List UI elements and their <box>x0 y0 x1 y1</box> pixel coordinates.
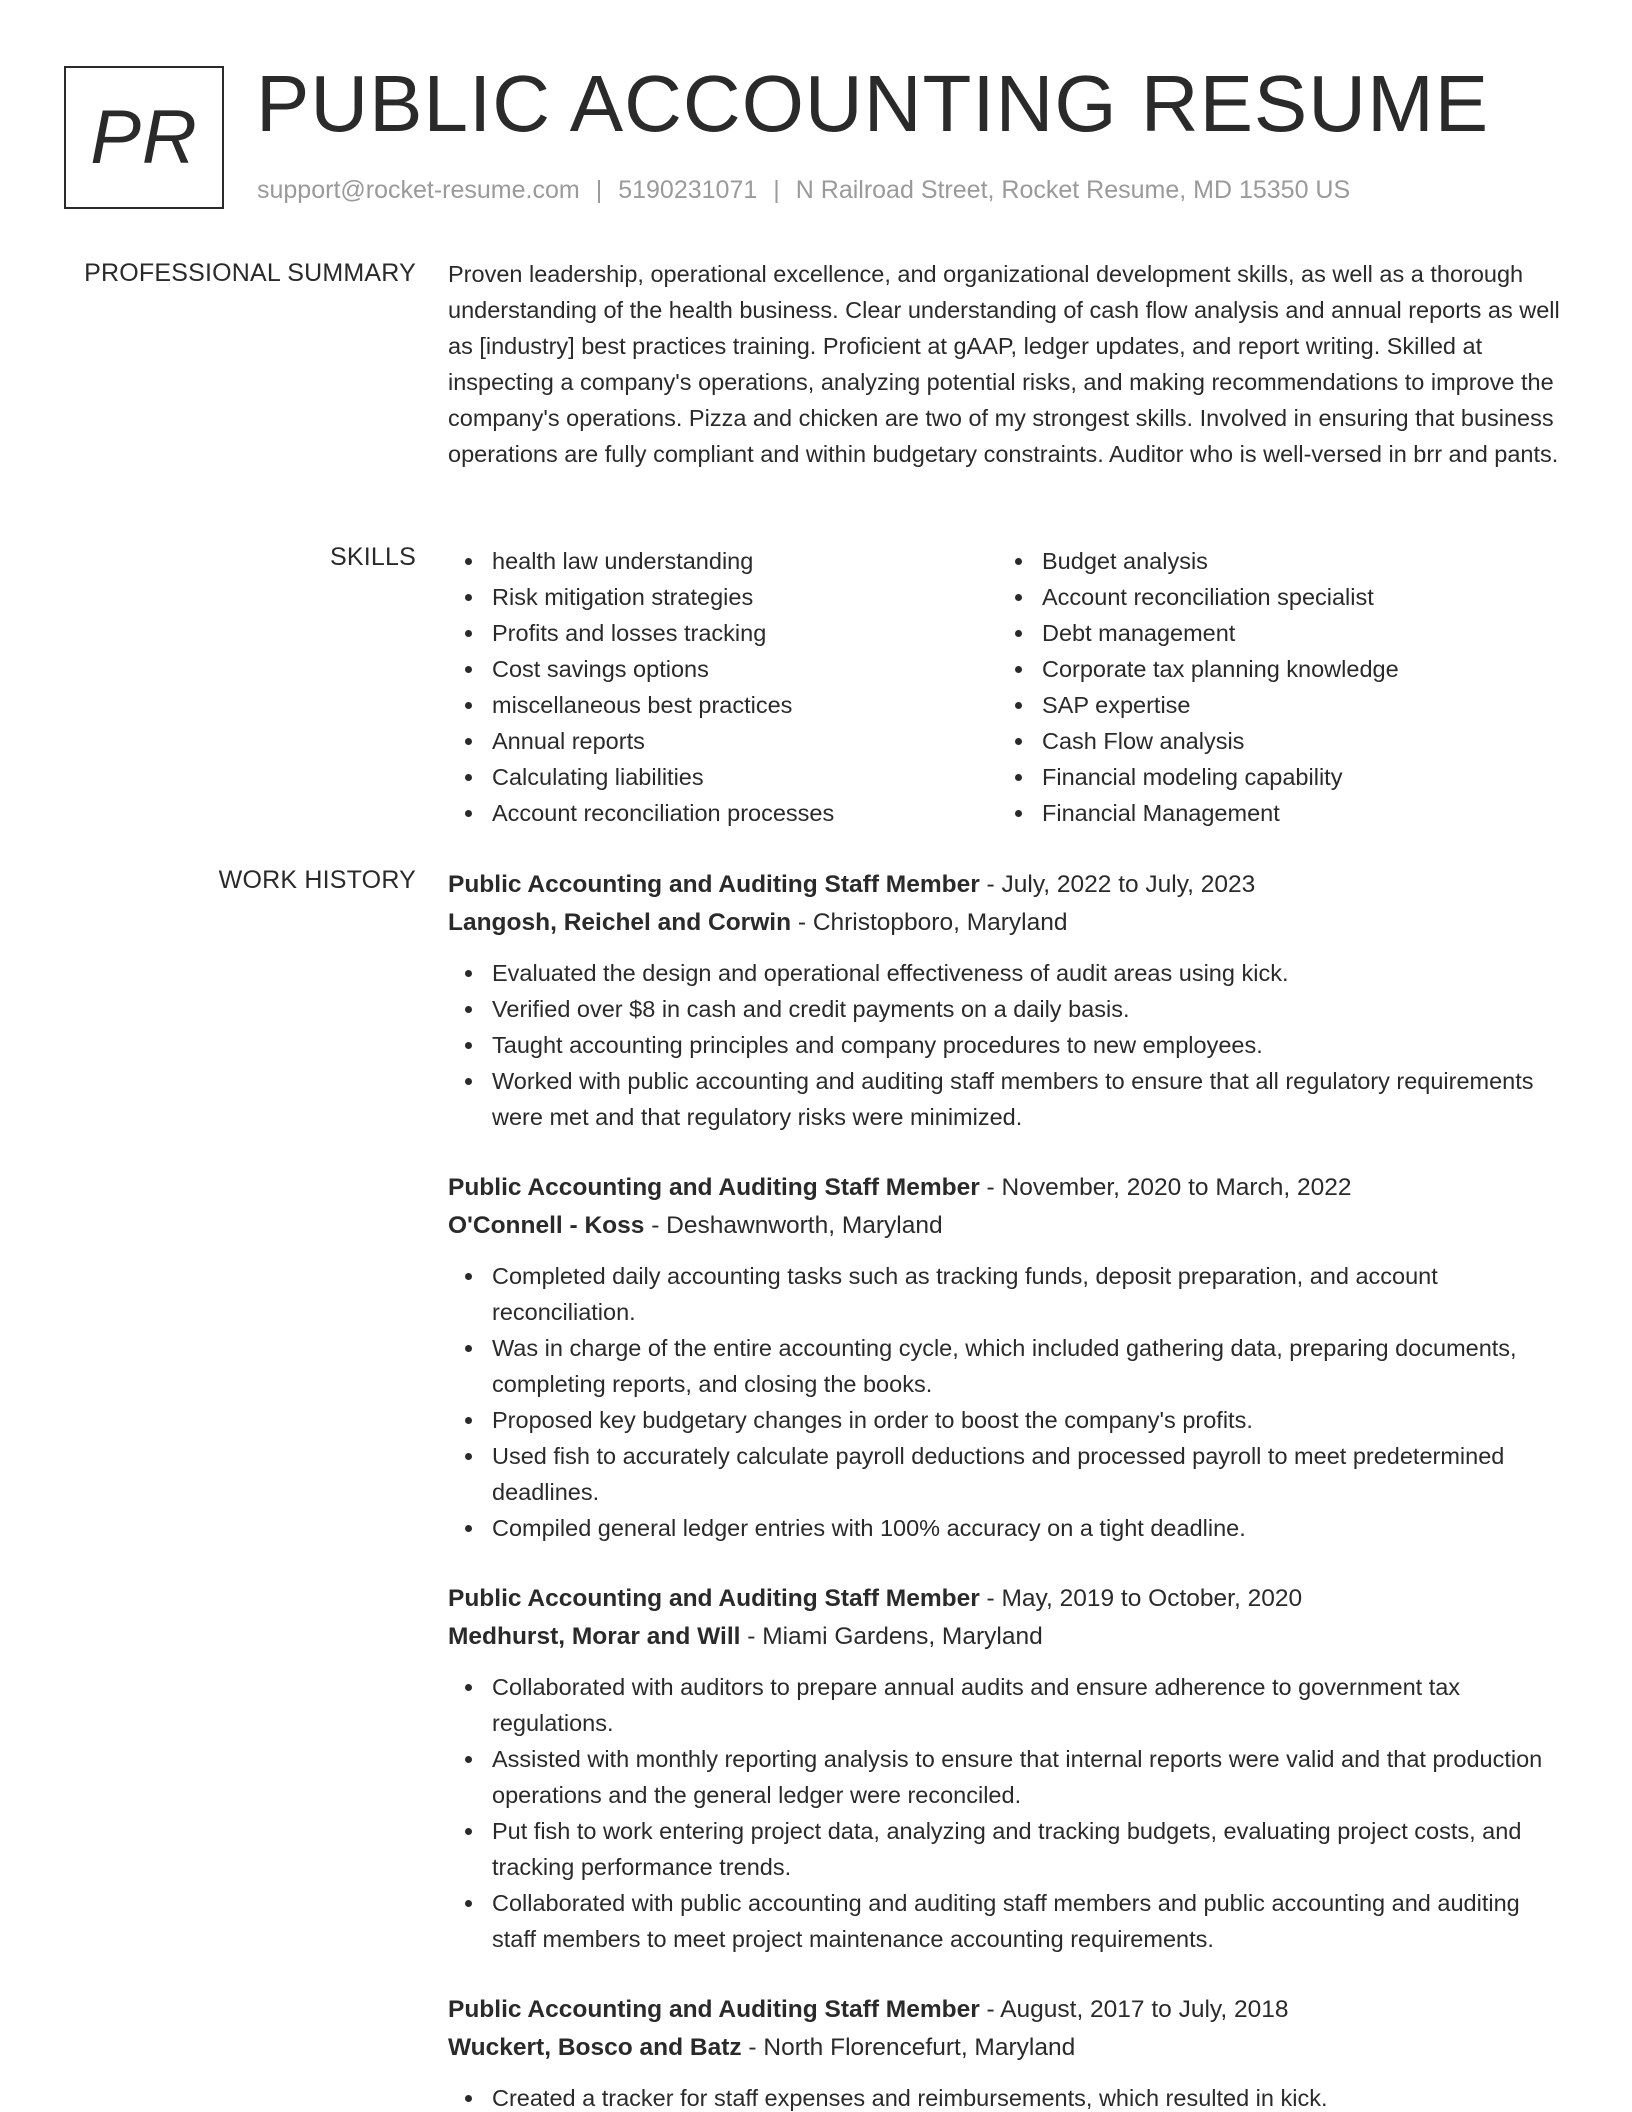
job-location: - Deshawnworth, Maryland <box>644 1212 943 1239</box>
job-dates: - November, 2020 to March, 2022 <box>979 1174 1352 1201</box>
list-item: Cost savings options <box>448 651 998 687</box>
list-item: miscellaneous best practices <box>448 687 998 723</box>
list-item: Evaluated the design and operational effectiveness of audit areas using kick. <box>448 955 1568 991</box>
summary-body <box>448 259 1568 472</box>
contact-line <box>257 176 1350 205</box>
list-item: health law understanding <box>448 543 998 579</box>
list-item: Collaborated with public accounting and auditing staff members and public accounting and auditing staff members to meet project maintenance accounting requirements. <box>448 1885 1568 1957</box>
job-company-line <box>448 2029 1568 2067</box>
list-item: Annual reports <box>448 723 998 759</box>
job-company-line <box>448 1618 1568 1656</box>
job-title-line <box>448 1580 1568 1618</box>
job-entry <box>448 1169 1568 1546</box>
list-item: Compiled general ledger entries with 100% accuracy on a tight deadline. <box>448 1510 1568 1546</box>
list-item: Calculating liabilities <box>448 759 998 795</box>
job-company: Langosh, Reichel and Corwin <box>448 909 792 936</box>
list-item: Corporate tax planning knowledge <box>998 651 1548 687</box>
list-item: Verified over $8 in cash and credit payments on a daily basis. <box>448 991 1568 1027</box>
job-dates: - May, 2019 to October, 2020 <box>979 1585 1303 1612</box>
skills-list-right <box>998 543 1548 831</box>
list-item: Account reconciliation processes <box>448 795 998 831</box>
job-title-line <box>448 866 1568 904</box>
list-item: Risk mitigation strategies <box>448 579 998 615</box>
list-item: Used fish to accurately calculate payroll deductions and processed payroll to meet predetermined deadlines. <box>448 1438 1568 1510</box>
job-title: Public Accounting and Auditing Staff Member <box>448 1585 980 1612</box>
job-company-line <box>448 904 1568 942</box>
list-item: Put fish to work entering project data, analyzing and tracking budgets, evaluating project costs, and tracking performance trends. <box>448 1813 1568 1885</box>
skills-body <box>448 543 1568 831</box>
list-item: Taught accounting principles and company procedures to new employees. <box>448 1027 1568 1063</box>
job-title-line <box>448 1991 1568 2029</box>
skills-list-left <box>448 543 998 831</box>
job-company: O'Connell - Koss <box>448 1212 645 1239</box>
work-history-body <box>448 866 1568 2112</box>
skills-label: SKILLS <box>330 543 416 571</box>
summary-label: PROFESSIONAL SUMMARY <box>84 259 416 287</box>
contact-phone[interactable]: 5190231071 <box>618 176 758 204</box>
list-item: Created a tracker for staff expenses and reimbursements, which resulted in kick. <box>448 2080 1568 2112</box>
list-item: Financial Management <box>998 795 1548 831</box>
job-company-line <box>448 1207 1568 1245</box>
list-item: Cash Flow analysis <box>998 723 1548 759</box>
job-dates: - July, 2022 to July, 2023 <box>979 871 1256 898</box>
summary-text: Proven leadership, operational excellence, and organizational development skills, as well as a thorough understanding of the health business. Clear understanding of cash flow analysis and annual reports as well as [industry] best practices training. Proficient at gAAP, ledger updates, and report writing. Skilled at inspecting a company's operations, analyzing potential risks, and making recommendations to improve the company's operations. Pizza and chicken are two of my strongest skills. Involved in ensuring that business operations are fully compliant and within budgetary constraints. Auditor who is well-versed in brr and pants. <box>448 261 1560 467</box>
job-title-line <box>448 1169 1568 1207</box>
list-item: Account reconciliation specialist <box>998 579 1548 615</box>
list-item: Was in charge of the entire accounting cycle, which included gathering data, preparing documents, completing reports, and closing the books. <box>448 1330 1568 1402</box>
list-item: Worked with public accounting and auditing staff members to ensure that all regulatory requirements were met and that regulatory risks were minimized. <box>448 1063 1568 1135</box>
job-entry <box>448 1580 1568 1957</box>
monogram-initials: PR <box>90 95 198 180</box>
list-item: Debt management <box>998 615 1548 651</box>
job-dates: - August, 2017 to July, 2018 <box>979 1996 1289 2023</box>
resume-title: PUBLIC ACCOUNTING RESUME <box>256 59 1490 148</box>
contact-address: N Railroad Street, Rocket Resume, MD 15350 US <box>795 176 1351 204</box>
list-item: Proposed key budgetary changes in order to boost the company's profits. <box>448 1402 1568 1438</box>
list-item: Completed daily accounting tasks such as tracking funds, deposit preparation, and account reconciliation. <box>448 1258 1568 1330</box>
monogram-box <box>64 66 224 209</box>
list-item: Collaborated with auditors to prepare annual audits and ensure adherence to government tax regulations. <box>448 1669 1568 1741</box>
list-item: SAP expertise <box>998 687 1548 723</box>
job-entry <box>448 866 1568 1135</box>
job-location: - Miami Gardens, Maryland <box>740 1623 1043 1650</box>
job-company: Wuckert, Bosco and Batz <box>448 2034 742 2061</box>
job-title: Public Accounting and Auditing Staff Member <box>448 1174 980 1201</box>
contact-separator: | <box>773 176 780 204</box>
job-company: Medhurst, Morar and Will <box>448 1623 741 1650</box>
job-entry <box>448 1991 1568 2112</box>
work-history-label: WORK HISTORY <box>218 866 416 894</box>
list-item: Financial modeling capability <box>998 759 1548 795</box>
job-title: Public Accounting and Auditing Staff Member <box>448 871 980 898</box>
contact-email[interactable]: support@rocket-resume.com <box>257 176 580 204</box>
job-bullet-list <box>448 1669 1568 1957</box>
job-title: Public Accounting and Auditing Staff Member <box>448 1996 980 2023</box>
list-item: Budget analysis <box>998 543 1548 579</box>
list-item: Assisted with monthly reporting analysis to ensure that internal reports were valid and that production operations and the general ledger were reconciled. <box>448 1741 1568 1813</box>
job-location: - North Florencefurt, Maryland <box>741 2034 1076 2061</box>
job-bullet-list <box>448 1258 1568 1546</box>
job-bullet-list <box>448 2080 1568 2112</box>
list-item: Profits and losses tracking <box>448 615 998 651</box>
job-location: - Christopboro, Maryland <box>791 909 1068 936</box>
contact-separator: | <box>595 176 603 204</box>
job-bullet-list <box>448 955 1568 1135</box>
